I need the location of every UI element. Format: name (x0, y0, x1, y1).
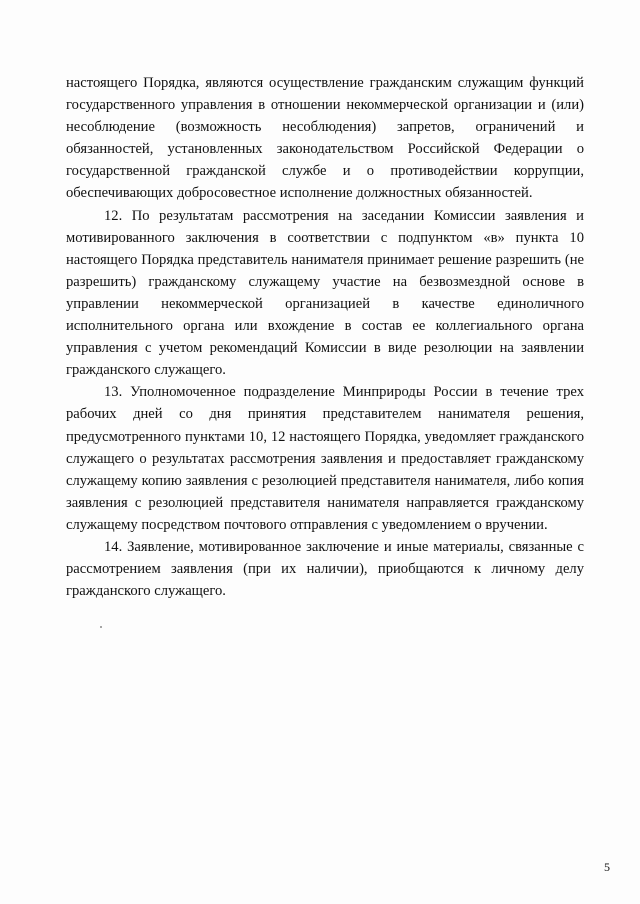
paragraph-item-12: 12. По результатам рассмотрения на заседании Комиссии заявления и мотивированного заключения в соответствии с подпунктом «в» пункта 10 настоящего Порядка представитель нанимателя принимает решение разрешить (не разрешить) гражданскому служащему участие на безвозмездной основе в управлении некоммерческой организацией в качестве единоличного исполнительного органа или вхождение в состав ее коллегиального органа управления с учетом рекомендаций Комиссии в виде резолюции на заявлении гражданского служащего. (66, 207, 584, 379)
page-number: 5 (604, 860, 610, 874)
document-body (66, 72, 584, 602)
scan-speck (100, 626, 102, 628)
paragraph-item-14: 14. Заявление, мотивированное заключение и иные материалы, связанные с рассмотрением заявления (при их наличии), приобщаются к личному делу гражданского служащего. (66, 538, 584, 600)
paragraph-continuation: настоящего Порядка, являются осуществление гражданским служащим функций государственного управления в отношении некоммерческой организации и (или) несоблюдение (возможность несоблюдения) запретов, ограничений и обязанностей, установленных законодательством Российской Федерации о государственной гражданской службе и о противодействии коррупции, обеспечивающих добросовестное исполнение должностных обязанностей. (66, 75, 584, 202)
paragraph-item-13: 13. Уполномоченное подразделение Минприроды России в течение трех рабочих дней со дня принятия представителем нанимателя решения, предусмотренного пунктами 10, 12 настоящего Порядка, уведомляет гражданского служащего о результатах рассмотрения заявления и предоставляет гражданскому служащему копию заявления с резолюцией представителя нанимателя, либо копия заявления с резолюцией представителя нанимателя направляется гражданскому служащему посредством почтового отправления с уведомлением о вручении. (66, 384, 584, 533)
